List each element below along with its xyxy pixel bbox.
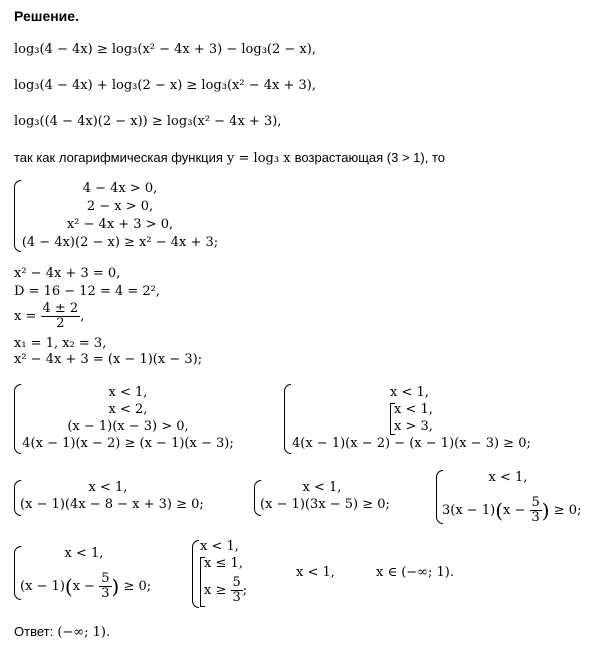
fraction-numerator: 5 <box>232 575 241 590</box>
discriminant: D = 16 − 12 = 4 = 2², <box>14 284 161 299</box>
system3-line: x > 3, <box>394 419 433 434</box>
system4-line: (x − 1)(4x − 8 − x + 3) ≥ 0; <box>20 497 204 512</box>
system1-line: x² − 4x + 3 > 0, <box>66 217 174 232</box>
statement-text: так как логарифмическая функция <box>14 150 223 165</box>
system8-left: x ≥ <box>204 583 227 598</box>
fraction <box>99 572 111 601</box>
system1-line: (4 − 4x)(2 − x) ≥ x² − 4x + 3; <box>21 235 219 250</box>
factorization: x² − 4x + 3 = (x − 1)(x − 3); <box>14 352 203 367</box>
system-brace <box>14 384 21 454</box>
fraction <box>231 576 243 605</box>
answer-value: (−∞; 1). <box>57 625 111 640</box>
system4-line: x < 1, <box>88 480 128 495</box>
system2-line: x < 1, <box>108 385 148 400</box>
root-fraction <box>41 302 81 331</box>
system6-tail: ≥ 0; <box>553 503 582 518</box>
system5-line: x < 1, <box>302 480 342 495</box>
system5-line: (x − 1)(3x − 5) ≥ 0; <box>260 497 390 512</box>
result-interval: x ∈ (−∞; 1). <box>376 565 454 580</box>
monotonic-statement <box>14 150 445 167</box>
open-paren: ( <box>495 498 503 523</box>
system-brace <box>284 384 291 454</box>
solution-heading: Решение. <box>14 8 79 24</box>
equation-line-2: log₃(4 − 4x) + log₃(2 − x) ≥ log₃(x² − 4x + 3), <box>14 78 316 93</box>
roots: x₁ = 1, x₂ = 3, <box>14 336 107 351</box>
open-paren: ( <box>64 574 73 599</box>
system8-line: x < 1, <box>200 539 239 554</box>
system3-line: x < 1, <box>394 402 433 417</box>
system7-inner: x − <box>72 579 96 594</box>
fraction-denominator: 3 <box>232 590 241 605</box>
equation-line-1: log₃(4 − 4x) ≥ log₃(x² − 4x + 3) − log₃(2 − x), <box>14 42 316 57</box>
system7-left: (x − 1) <box>20 579 65 594</box>
close-paren: ) <box>111 574 120 599</box>
root-formula-tail: , <box>80 309 85 324</box>
system1-line: 4 − 4x > 0, <box>82 181 158 196</box>
fraction-numerator: 4 ± 2 <box>42 301 79 316</box>
result-inequality: x < 1, <box>296 565 335 580</box>
system6-line: x < 1, <box>488 470 528 485</box>
system7-line <box>20 572 151 601</box>
system2-line: x < 2, <box>108 402 148 417</box>
root-formula <box>14 302 84 331</box>
system7-line: x < 1, <box>64 546 104 561</box>
system2-line: 4(x − 1)(x − 2) ≥ (x − 1)(x − 3); <box>22 436 234 451</box>
answer-label: Ответ: <box>14 624 54 639</box>
system-brace <box>14 180 21 252</box>
system3-line: x < 1, <box>390 385 429 400</box>
close-paren: ) <box>541 498 550 523</box>
fraction-denominator: 3 <box>531 510 540 525</box>
quadratic-equation: x² − 4x + 3 = 0, <box>14 266 121 281</box>
root-formula-label: x = <box>14 309 37 324</box>
system8-tail: ; <box>242 583 248 598</box>
statement-text-2: возрастающая (3 > 1), то <box>294 150 445 165</box>
answer-line <box>14 624 110 641</box>
fraction-denominator: 2 <box>56 316 65 331</box>
fraction-numerator: 5 <box>101 571 110 586</box>
system8-line <box>204 576 247 605</box>
fraction <box>530 496 542 525</box>
equation-line-3: log₃((4 − 4x)(2 − x)) ≥ log₃(x² − 4x + 3), <box>14 114 282 129</box>
system2-line: (x − 1)(x − 3) > 0, <box>67 419 189 434</box>
system8-line: x ≤ 1, <box>204 556 243 571</box>
system7-tail: ≥ 0; <box>123 579 152 594</box>
fraction-denominator: 3 <box>101 586 110 601</box>
system3-line: 4(x − 1)(x − 2) − (x − 1)(x − 3) ≥ 0; <box>292 436 531 451</box>
system1-line: 2 − x > 0, <box>86 199 154 214</box>
system6-left: 3(x − 1) <box>442 503 496 518</box>
statement-math: y = log₃ x <box>227 151 291 166</box>
system6-line <box>442 496 581 525</box>
system6-inner: x − <box>503 503 526 518</box>
system-brace <box>192 540 199 608</box>
fraction-numerator: 5 <box>531 495 540 510</box>
